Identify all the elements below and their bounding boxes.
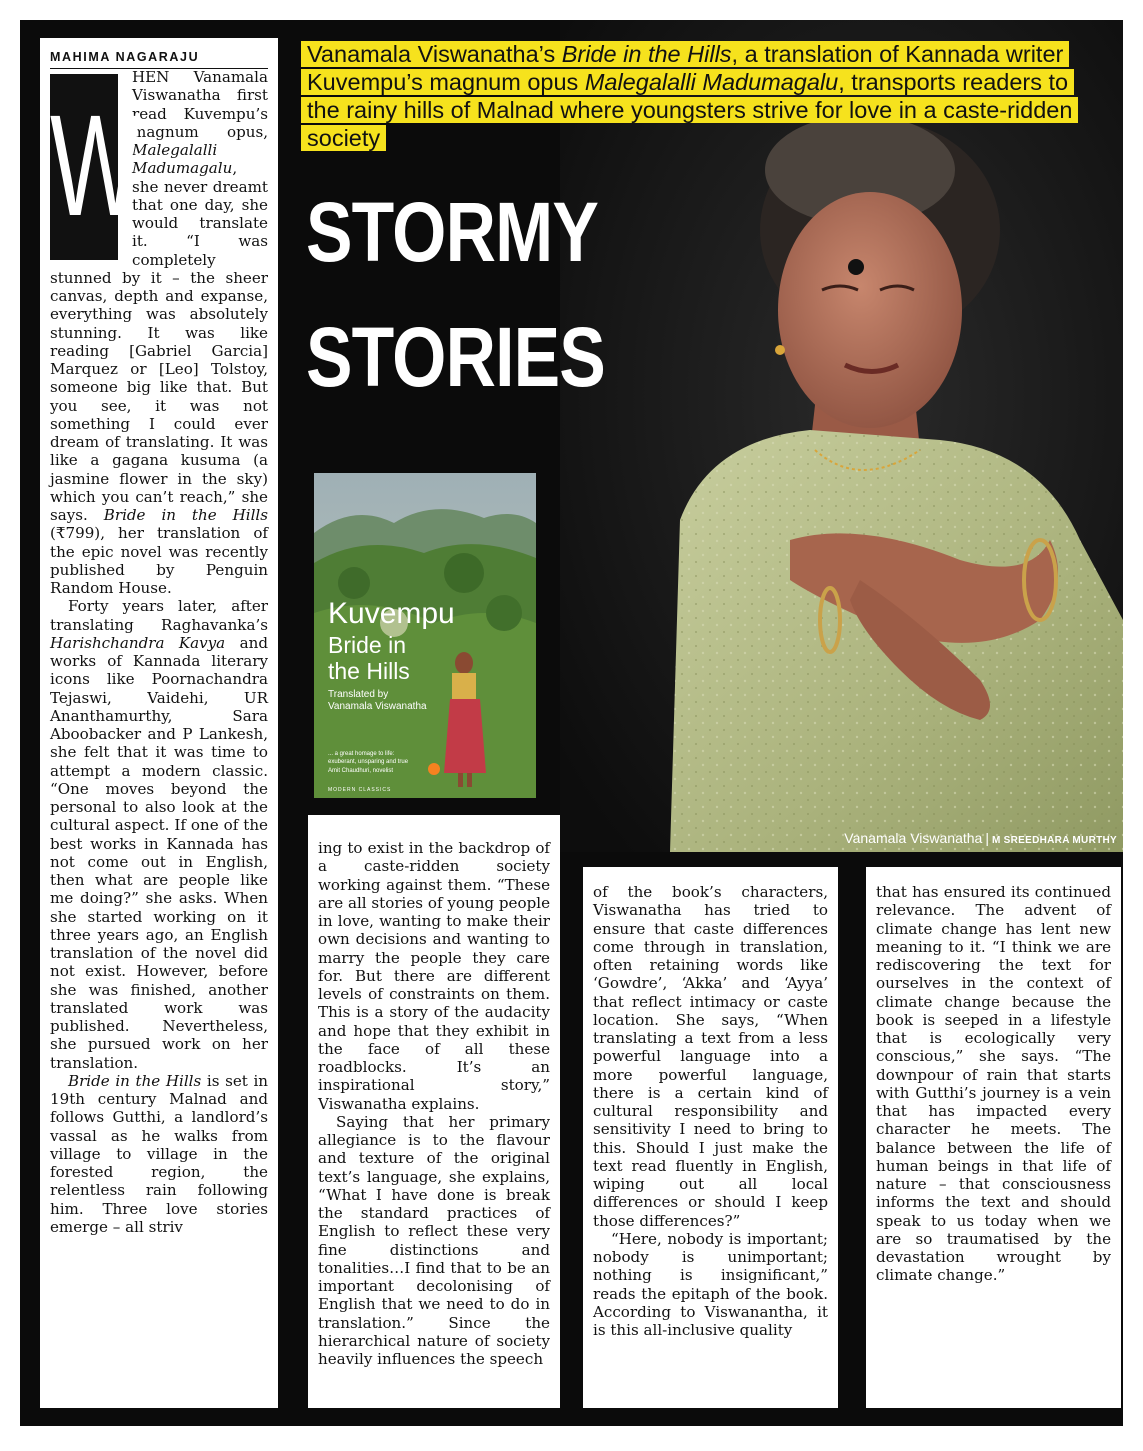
paragraph-4-cont: of the book’s characters, Viswanatha has tried to ensure that caste differences come through in translation, often retaining words like ‘Gowdre’, ‘Akka’ and ‘Ayya’ that reflect intimacy or caste location. She says, “When translating a text from a less powerful language into a more powerful language, there is a certain kind of cultural responsibility and sensitivity I need to bring to this. Should I just make the text read fluently in English, wiping out all local differences or should I keep those differences?” bbox=[593, 883, 828, 1230]
standfirst-original-title: Malegalalli Madumagalu bbox=[584, 69, 839, 95]
paragraph-4: Saying that her primary allegiance is to the flavour and texture of the original text’s language, she explains, “What I have done is break the standard practices of English to reflect these very fine distinctions and tonalities…I find that to be an important decolonising of English that we need to do in translation.” Since the hierarchical nature of society heavily influences the speech bbox=[318, 1112, 550, 1368]
p1-text-b: , she never dreamt that one day, she would translate it. “I was completely stunned by it – the sheer canvas, depth and expanse, everything was absolutely stunning. It was like reading [Gabriel Garcia] Marquez or [Leo] Tolstoy, someone big like that. But you see, it was not something I could ever dream of translating. It was like a gagana kusuma (a jasmine flower in the sky) which you can’t reach,” she says. bbox=[50, 159, 268, 524]
p2-title: Harishchandra Kavya bbox=[50, 633, 226, 652]
p1-text-a: HEN Vanamala Viswanatha first read Kuvempu’s magnum opus, bbox=[132, 68, 268, 141]
book-blurb-line-1: ... a great homage to life: bbox=[328, 751, 395, 757]
photo-credit: M SREEDHARA MURTHY bbox=[991, 835, 1117, 846]
p2-text-b: and works of Kannada literary icons like Poornachandra Tejaswi, Vaidehi, UR Ananthamurthy, Sara Aboobacker and P Lankesh, she felt that it was time to attempt a modern classic. “One moves beyond the personal to also look at the cultural aspect. If one of the best works in Kannada has not come out in English, then what are people like me doing?” she asks. When she started working on it three years ago, an English translation of the novel did not exist. However, before she was finished, another translated work was published. Nevertheless, she pursued work on her translation. bbox=[50, 633, 268, 1072]
article-page bbox=[20, 20, 1123, 1426]
article-column-2 bbox=[308, 815, 560, 1408]
standfirst-highlight bbox=[301, 41, 1078, 151]
book-cover-art bbox=[314, 473, 544, 805]
standfirst bbox=[301, 40, 1101, 152]
paragraph-5: “Here, nobody is important; nobody is unimportant; nothing is insignificant,” reads the epitaph of the book. According to Viswanantha, it is this all-inclusive quality bbox=[593, 1229, 828, 1339]
paragraph-5-cont: that has ensured its continued relevance. The advent of climate change has lent new meaning to it. “I think we are rediscovering the text for ourselves in the context of climate change because the book is seeped in a lifestyle that is ecologically very conscious,” she says. “The downpour of rain that starts with Gutthi’s journey is a vein that has impacted every character he meets. The balance between the life of human beings in that life of nature – that consciousness informs the text and should speak to us today when we are so traumatised by the devastation wrought by climate change.” bbox=[876, 883, 1111, 1285]
article-column-3 bbox=[583, 867, 838, 1408]
book-blurb-line-3: Amit Chaudhuri, novelist bbox=[328, 768, 394, 774]
p3-text-a: is set in 19th century Malnad and follows Gutthi, a landlord’s vassal as he walks from village to village in the forested region, the relentless rain following him. Three love stories emerge – all striv bbox=[50, 1071, 269, 1236]
paragraph-3-cont: ing to exist in the backdrop of a caste-ridden society working against them. “These are all stories of young people in love, wanting to make their own decisions and wanting to marry the people they care for. But there are different levels of constraints on them. This is a story of the audacity and hope that they exhibit in the face of all these roadblocks. It’s an inspirational story,” Viswanatha explains. bbox=[318, 839, 550, 1113]
paragraph-3 bbox=[50, 1072, 268, 1236]
book-series: MODERN CLASSICS bbox=[328, 787, 392, 793]
p3-book: Bride in the Hills bbox=[68, 1071, 202, 1090]
book-cover bbox=[314, 473, 544, 805]
caption-separator: | bbox=[985, 830, 989, 846]
p1-book: Bride in the Hills bbox=[103, 506, 268, 524]
book-translator: Vanamala Viswanatha bbox=[328, 701, 427, 712]
book-title-line-2: the Hills bbox=[328, 658, 410, 684]
book-title-line-1: Bride in bbox=[328, 632, 406, 658]
standfirst-text-c: , transports readers to the rainy hills of Malnad where youngsters strive for love in a caste-ridden society bbox=[307, 69, 1073, 151]
dropcap bbox=[50, 68, 141, 264]
standfirst-book-title: Bride in the Hills bbox=[561, 41, 732, 67]
book-translated-by: Translated by bbox=[328, 689, 389, 700]
dropcap-letter: W bbox=[50, 86, 141, 247]
p1-text-c: (₹799), her translation of the epic novel was recently published by Penguin Random House. bbox=[50, 524, 268, 597]
p1-title: Malegalalli Madumagalu bbox=[132, 141, 233, 178]
headline-line-2: STORIES bbox=[306, 310, 605, 404]
book-blurb-line-2: exuberant, unsparing and true bbox=[328, 759, 409, 765]
publisher-logo-icon bbox=[428, 763, 440, 775]
standfirst-text-b: , a translation of Kannada writer Kuvempu’s magnum opus bbox=[307, 41, 1064, 95]
paragraph-2 bbox=[50, 597, 268, 1072]
paragraph-1 bbox=[50, 68, 268, 597]
book-author: Kuvempu bbox=[328, 597, 455, 630]
standfirst-text-a: Vanamala Viswanatha’s bbox=[307, 41, 562, 67]
byline: MAHIMA NAGARAJU bbox=[50, 50, 200, 64]
article-column-4 bbox=[866, 867, 1121, 1408]
photo-caption bbox=[844, 830, 1117, 846]
p2-text-a: Forty years later, after translating Raghavanka’s bbox=[50, 597, 268, 634]
article-column-1 bbox=[40, 38, 278, 1408]
caption-name: Vanamala Viswanatha bbox=[844, 830, 983, 846]
headline-line-1: STORMY bbox=[306, 185, 599, 279]
